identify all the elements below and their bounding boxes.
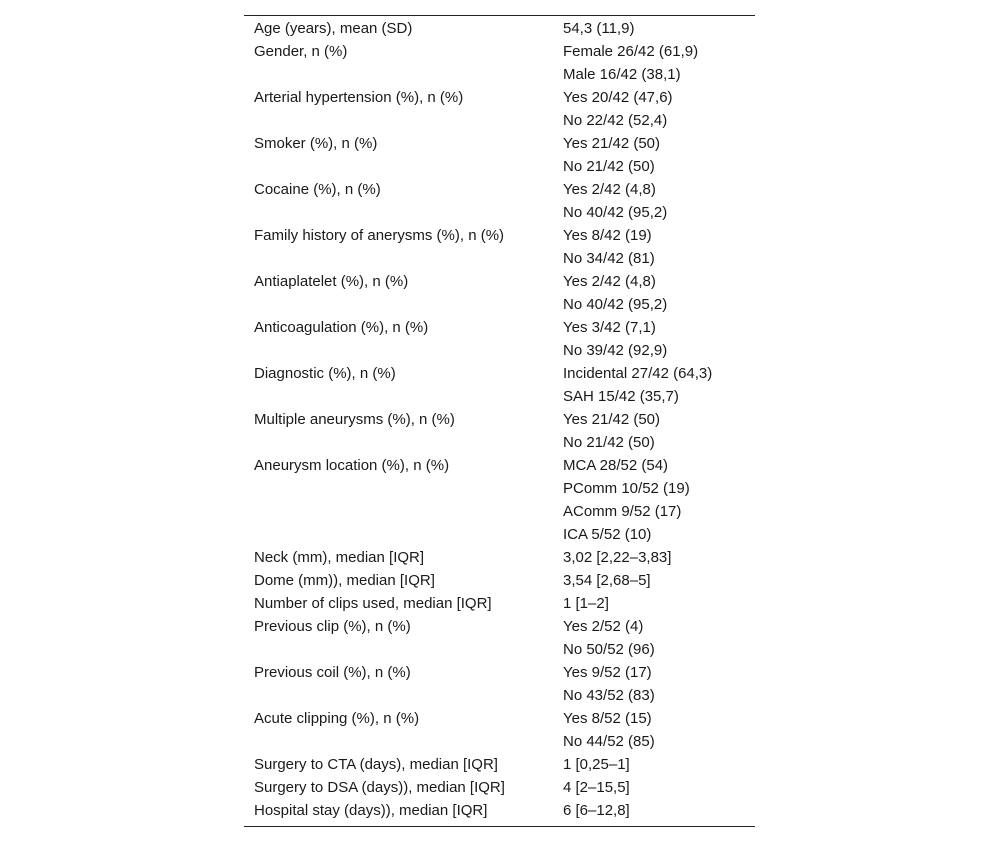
table-row xyxy=(244,776,755,799)
table-row xyxy=(244,201,755,224)
row-value: MCA 28/52 (54) xyxy=(563,457,669,474)
row-label: Gender, n (%) xyxy=(254,43,348,60)
row-value: Incidental 27/42 (64,3) xyxy=(563,365,713,382)
row-label xyxy=(244,247,563,270)
row-label: Hospital stay (days)), median [IQR] xyxy=(254,802,488,819)
row-label xyxy=(244,155,563,178)
table-row xyxy=(244,316,755,339)
row-value: SAH 15/42 (35,7) xyxy=(563,388,679,405)
row-value: 3,54 [2,68–5] xyxy=(563,572,651,589)
characteristics-table xyxy=(244,15,755,827)
row-value: No 21/42 (50) xyxy=(563,158,655,175)
row-value: No 50/52 (96) xyxy=(563,641,655,658)
row-label xyxy=(244,109,563,132)
row-label: Smoker (%), n (%) xyxy=(254,135,378,152)
row-label: Surgery to DSA (days)), median [IQR] xyxy=(254,779,505,796)
table-row xyxy=(244,500,755,523)
row-value: No 21/42 (50) xyxy=(563,434,655,451)
row-label xyxy=(244,477,563,500)
table-row xyxy=(244,339,755,362)
row-value: Yes 9/52 (17) xyxy=(563,664,652,681)
table-row xyxy=(244,86,755,109)
table-row xyxy=(244,638,755,661)
table-row xyxy=(244,661,755,684)
row-value: Yes 2/42 (4,8) xyxy=(563,273,656,290)
row-label xyxy=(244,638,563,661)
row-label: Dome (mm)), median [IQR] xyxy=(254,572,435,589)
table-row xyxy=(244,362,755,385)
row-label: Previous clip (%), n (%) xyxy=(254,618,411,635)
table-row xyxy=(244,730,755,753)
row-value: 54,3 (11,9) xyxy=(563,20,635,37)
row-value: Yes 8/52 (15) xyxy=(563,710,652,727)
table-row xyxy=(244,109,755,132)
row-value: No 40/42 (95,2) xyxy=(563,296,668,313)
row-value: AComm 9/52 (17) xyxy=(563,503,682,520)
row-label: Acute clipping (%), n (%) xyxy=(254,710,420,727)
row-label: Age (years), mean (SD) xyxy=(254,20,413,37)
row-value: No 44/52 (85) xyxy=(563,733,655,750)
row-label xyxy=(244,431,563,454)
table-row xyxy=(244,270,755,293)
row-value: Female 26/42 (61,9) xyxy=(563,43,699,60)
row-value: Yes 2/52 (4) xyxy=(563,618,644,635)
row-label: Anticoagulation (%), n (%) xyxy=(254,319,429,336)
row-value: No 40/42 (95,2) xyxy=(563,204,668,221)
row-value: 6 [6–12,8] xyxy=(563,802,630,819)
row-value: PComm 10/52 (19) xyxy=(563,480,690,497)
table-row xyxy=(244,799,755,822)
row-value: Yes 8/42 (19) xyxy=(563,227,652,244)
row-value: 3,02 [2,22–3,83] xyxy=(563,549,672,566)
row-label: Cocaine (%), n (%) xyxy=(254,181,381,198)
row-value: No 39/42 (92,9) xyxy=(563,342,668,359)
row-value: Yes 21/42 (50) xyxy=(563,135,661,152)
row-label xyxy=(244,730,563,753)
row-value: Yes 20/42 (47,6) xyxy=(563,89,673,106)
row-value: Yes 3/42 (7,1) xyxy=(563,319,656,336)
table-row xyxy=(244,63,755,86)
row-label: Previous coil (%), n (%) xyxy=(254,664,411,681)
row-label: Neck (mm), median [IQR] xyxy=(254,549,425,566)
row-label xyxy=(244,523,563,546)
table-row xyxy=(244,454,755,477)
table-row xyxy=(244,707,755,730)
row-value: Male 16/42 (38,1) xyxy=(563,66,681,83)
table-row xyxy=(244,40,755,63)
row-label: Antiaplatelet (%), n (%) xyxy=(254,273,409,290)
table-row xyxy=(244,224,755,247)
table-row xyxy=(244,408,755,431)
table-row xyxy=(244,385,755,408)
table-row xyxy=(244,546,755,569)
row-value: No 34/42 (81) xyxy=(563,250,655,267)
table-row xyxy=(244,247,755,270)
table-row xyxy=(244,569,755,592)
row-label: Number of clips used, median [IQR] xyxy=(254,595,492,612)
table-row xyxy=(244,684,755,707)
row-value: ICA 5/52 (10) xyxy=(563,526,652,543)
row-value: 1 [1–2] xyxy=(563,595,609,612)
row-label: Arterial hypertension (%), n (%) xyxy=(254,89,464,106)
table-row xyxy=(244,523,755,546)
table-row xyxy=(244,615,755,638)
row-value: Yes 21/42 (50) xyxy=(563,411,661,428)
row-label: Surgery to CTA (days), median [IQR] xyxy=(254,756,498,773)
table-row xyxy=(244,592,755,615)
row-label xyxy=(244,684,563,707)
row-label: Family history of anerysms (%), n (%) xyxy=(254,227,505,244)
row-label: Diagnostic (%), n (%) xyxy=(254,365,396,382)
row-value: Yes 2/42 (4,8) xyxy=(563,181,656,198)
table-row xyxy=(244,178,755,201)
row-value: 4 [2–15,5] xyxy=(563,779,630,796)
row-label xyxy=(244,500,563,523)
table-row xyxy=(244,155,755,178)
table-row xyxy=(244,477,755,500)
table-row xyxy=(244,132,755,155)
row-label: Multiple aneurysms (%), n (%) xyxy=(254,411,455,428)
row-value: 1 [0,25–1] xyxy=(563,756,630,773)
table-row xyxy=(244,753,755,776)
table-row xyxy=(244,293,755,316)
row-label xyxy=(244,339,563,362)
row-value: No 43/52 (83) xyxy=(563,687,655,704)
row-value: No 22/42 (52,4) xyxy=(563,112,668,129)
row-label xyxy=(244,293,563,316)
table-row xyxy=(244,431,755,454)
table-row xyxy=(244,17,755,40)
row-label xyxy=(244,63,563,86)
row-label xyxy=(244,385,563,408)
row-label xyxy=(244,201,563,224)
row-label: Aneurysm location (%), n (%) xyxy=(254,457,450,474)
